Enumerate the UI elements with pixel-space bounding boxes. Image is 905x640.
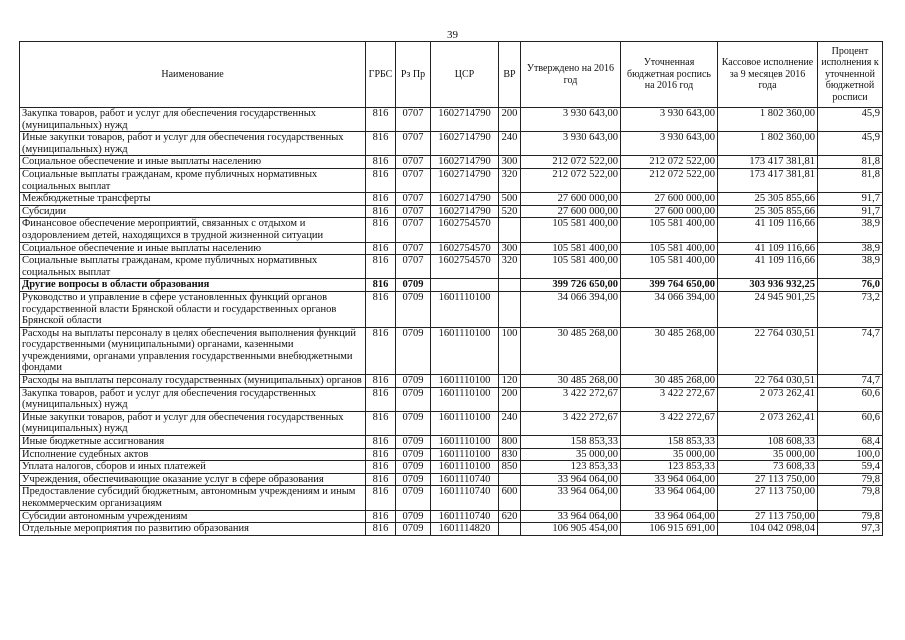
header-grbs: ГРБС [366,42,396,108]
cell-vr: 620 [499,510,521,523]
cell-rz: 0709 [396,461,431,474]
cell-cash: 2 073 262,41 [718,411,818,435]
cell-csr: 1601110100 [431,461,499,474]
cell-percent: 45,9 [818,108,883,132]
table-row [20,510,883,523]
cell-rz: 0709 [396,510,431,523]
cell-name: Уплата налогов, сборов и иных платежей [20,461,366,474]
cell-rz: 0709 [396,291,431,327]
cell-vr: 850 [499,461,521,474]
cell-csr: 1601110740 [431,473,499,486]
cell-name: Исполнение судебных актов [20,448,366,461]
page-number: 39 [447,29,458,41]
cell-vr: 500 [499,193,521,206]
cell-grbs: 816 [366,510,396,523]
table-row [20,448,883,461]
cell-grbs: 816 [366,327,396,374]
header-csr: ЦСР [431,42,499,108]
cell-vr: 520 [499,205,521,218]
cell-approved: 35 000,00 [521,448,621,461]
cell-vr [499,218,521,242]
cell-approved: 105 581 400,00 [521,255,621,279]
cell-csr: 1601110740 [431,486,499,510]
cell-name: Расходы на выплаты персоналу государственных (муниципальных) органов [20,375,366,388]
cell-name: Иные закупки товаров, работ и услуг для обеспечения государственных (муниципальных) нужд [20,411,366,435]
cell-percent: 76,0 [818,279,883,292]
cell-grbs: 816 [366,108,396,132]
cell-rz: 0709 [396,375,431,388]
cell-refined: 158 853,33 [621,436,718,449]
cell-percent: 91,7 [818,205,883,218]
cell-csr: 1602754570 [431,242,499,255]
cell-approved: 158 853,33 [521,436,621,449]
cell-percent: 79,8 [818,486,883,510]
cell-refined: 3 422 272,67 [621,387,718,411]
cell-percent: 68,4 [818,436,883,449]
cell-csr: 1602714790 [431,193,499,206]
cell-approved: 105 581 400,00 [521,218,621,242]
cell-name: Социальное обеспечение и иные выплаты населению [20,156,366,169]
cell-vr: 300 [499,156,521,169]
cell-percent: 91,7 [818,193,883,206]
cell-csr: 1602754570 [431,218,499,242]
cell-name: Межбюджетные трансферты [20,193,366,206]
cell-refined: 30 485 268,00 [621,327,718,374]
cell-csr: 1602714790 [431,108,499,132]
table-row [20,193,883,206]
cell-cash: 27 113 750,00 [718,486,818,510]
cell-approved: 27 600 000,00 [521,193,621,206]
cell-cash: 27 113 750,00 [718,473,818,486]
cell-rz: 0707 [396,193,431,206]
cell-name: Другие вопросы в области образования [20,279,366,292]
cell-approved: 30 485 268,00 [521,375,621,388]
cell-name: Отдельные мероприятия по развитию образования [20,523,366,536]
cell-refined: 30 485 268,00 [621,375,718,388]
cell-grbs: 816 [366,242,396,255]
cell-percent: 74,7 [818,327,883,374]
cell-name: Субсидии автономным учреждениям [20,510,366,523]
cell-approved: 30 485 268,00 [521,327,621,374]
table-row [20,168,883,192]
header-rzpr: Рз Пр [396,42,431,108]
cell-refined: 27 600 000,00 [621,193,718,206]
cell-cash: 1 802 360,00 [718,132,818,156]
cell-grbs: 816 [366,448,396,461]
cell-name: Социальные выплаты гражданам, кроме публичных нормативных социальных выплат [20,255,366,279]
cell-csr: 1601114820 [431,523,499,536]
cell-cash: 41 109 116,66 [718,218,818,242]
cell-cash: 173 417 381,81 [718,168,818,192]
cell-name: Иные бюджетные ассигнования [20,436,366,449]
cell-approved: 212 072 522,00 [521,156,621,169]
cell-vr: 600 [499,486,521,510]
cell-vr: 830 [499,448,521,461]
cell-rz: 0709 [396,448,431,461]
cell-grbs: 816 [366,387,396,411]
cell-refined: 35 000,00 [621,448,718,461]
cell-percent: 79,8 [818,473,883,486]
table-row [20,156,883,169]
header-vr: ВР [499,42,521,108]
cell-grbs: 816 [366,436,396,449]
table-row [20,375,883,388]
cell-percent: 73,2 [818,291,883,327]
cell-name: Учреждения, обеспечивающие оказание услуг в сфере образования [20,473,366,486]
table-row [20,411,883,435]
cell-vr: 240 [499,411,521,435]
cell-approved: 399 726 650,00 [521,279,621,292]
cell-rz: 0707 [396,218,431,242]
cell-name: Субсидии [20,205,366,218]
cell-csr: 1601110100 [431,387,499,411]
cell-approved: 105 581 400,00 [521,242,621,255]
cell-grbs: 816 [366,411,396,435]
cell-vr: 800 [499,436,521,449]
cell-approved: 123 853,33 [521,461,621,474]
cell-name: Социальные выплаты гражданам, кроме публичных нормативных социальных выплат [20,168,366,192]
cell-percent: 38,9 [818,218,883,242]
table-row [20,205,883,218]
cell-vr: 240 [499,132,521,156]
cell-refined: 106 915 691,00 [621,523,718,536]
header-cash: Кассовое исполнение за 9 месяцев 2016 года [718,42,818,108]
cell-csr: 1601110740 [431,510,499,523]
cell-refined: 3 422 272,67 [621,411,718,435]
cell-rz: 0709 [396,486,431,510]
table-row [20,473,883,486]
cell-refined: 105 581 400,00 [621,242,718,255]
table-row [20,461,883,474]
cell-percent: 45,9 [818,132,883,156]
cell-csr: 1602754570 [431,255,499,279]
table-row [20,387,883,411]
cell-refined: 27 600 000,00 [621,205,718,218]
cell-grbs: 816 [366,168,396,192]
cell-approved: 33 964 064,00 [521,510,621,523]
cell-refined: 123 853,33 [621,461,718,474]
cell-vr: 320 [499,255,521,279]
cell-grbs: 816 [366,523,396,536]
cell-grbs: 816 [366,205,396,218]
table-row [20,255,883,279]
cell-refined: 3 930 643,00 [621,108,718,132]
table-row [20,436,883,449]
cell-percent: 74,7 [818,375,883,388]
table-row [20,218,883,242]
cell-rz: 0707 [396,205,431,218]
cell-cash: 173 417 381,81 [718,156,818,169]
cell-approved: 3 422 272,67 [521,411,621,435]
cell-percent: 81,8 [818,156,883,169]
cell-rz: 0707 [396,255,431,279]
cell-name: Расходы на выплаты персоналу в целях обеспечения выполнения функций государственными (муниципальными) органами, казенными учреждениями, органами управления государственными внебюджетными фондами [20,327,366,374]
cell-name: Закупка товаров, работ и услуг для обеспечения государственных (муниципальных) нужд [20,108,366,132]
cell-cash: 27 113 750,00 [718,510,818,523]
cell-approved: 34 066 394,00 [521,291,621,327]
cell-grbs: 816 [366,156,396,169]
cell-rz: 0709 [396,523,431,536]
table-row [20,132,883,156]
cell-vr [499,473,521,486]
cell-rz: 0707 [396,108,431,132]
cell-rz: 0709 [396,411,431,435]
table-row [20,279,883,292]
cell-vr: 200 [499,387,521,411]
header-percent: Процент исполнения к уточненной бюджетной росписи [818,42,883,108]
cell-refined: 33 964 064,00 [621,486,718,510]
cell-grbs: 816 [366,255,396,279]
cell-vr: 120 [499,375,521,388]
table-row [20,523,883,536]
cell-approved: 3 930 643,00 [521,108,621,132]
cell-cash: 22 764 030,51 [718,327,818,374]
cell-refined: 212 072 522,00 [621,156,718,169]
cell-csr: 1602714790 [431,132,499,156]
cell-csr: 1601110100 [431,448,499,461]
budget-table [19,41,883,536]
table-row [20,242,883,255]
cell-csr: 1602714790 [431,156,499,169]
cell-cash: 41 109 116,66 [718,242,818,255]
cell-name: Финансовое обеспечение мероприятий, связанных с отдыхом и оздоровлением детей, находящихся в трудной жизненной ситуации [20,218,366,242]
cell-rz: 0707 [396,168,431,192]
cell-percent: 97,3 [818,523,883,536]
cell-rz: 0709 [396,327,431,374]
cell-vr [499,291,521,327]
cell-csr: 1601110100 [431,327,499,374]
cell-name: Социальное обеспечение и иные выплаты населению [20,242,366,255]
cell-refined: 105 581 400,00 [621,255,718,279]
cell-name: Руководство и управление в сфере установленных функций органов государственной власти Брянской области и государственных органов Брянской области [20,291,366,327]
cell-cash: 24 945 901,25 [718,291,818,327]
cell-refined: 33 964 064,00 [621,510,718,523]
cell-cash: 1 802 360,00 [718,108,818,132]
header-approved: Утверждено на 2016 год [521,42,621,108]
cell-cash: 73 608,33 [718,461,818,474]
cell-percent: 100,0 [818,448,883,461]
cell-approved: 33 964 064,00 [521,473,621,486]
cell-percent: 38,9 [818,255,883,279]
cell-refined: 105 581 400,00 [621,218,718,242]
cell-vr: 200 [499,108,521,132]
cell-approved: 27 600 000,00 [521,205,621,218]
table-row [20,486,883,510]
cell-refined: 3 930 643,00 [621,132,718,156]
header-refined: Уточненная бюджетная роспись на 2016 год [621,42,718,108]
cell-grbs: 816 [366,473,396,486]
cell-csr: 1601110100 [431,436,499,449]
cell-vr [499,279,521,292]
cell-approved: 106 905 454,00 [521,523,621,536]
cell-cash: 108 608,33 [718,436,818,449]
cell-cash: 104 042 098,04 [718,523,818,536]
cell-percent: 60,6 [818,387,883,411]
cell-name: Иные закупки товаров, работ и услуг для обеспечения государственных (муниципальных) нужд [20,132,366,156]
cell-csr [431,279,499,292]
cell-percent: 81,8 [818,168,883,192]
cell-approved: 3 422 272,67 [521,387,621,411]
cell-csr: 1601110100 [431,411,499,435]
cell-percent: 60,6 [818,411,883,435]
cell-rz: 0707 [396,132,431,156]
cell-grbs: 816 [366,218,396,242]
cell-cash: 22 764 030,51 [718,375,818,388]
cell-rz: 0709 [396,436,431,449]
cell-grbs: 816 [366,486,396,510]
cell-percent: 59,4 [818,461,883,474]
cell-vr: 100 [499,327,521,374]
header-row [20,42,883,108]
cell-approved: 3 930 643,00 [521,132,621,156]
header-name: Наименование [20,42,366,108]
cell-vr: 300 [499,242,521,255]
cell-refined: 399 764 650,00 [621,279,718,292]
cell-csr: 1601110100 [431,375,499,388]
table-row [20,291,883,327]
cell-percent: 79,8 [818,510,883,523]
cell-csr: 1601110100 [431,291,499,327]
cell-cash: 2 073 262,41 [718,387,818,411]
cell-approved: 212 072 522,00 [521,168,621,192]
cell-approved: 33 964 064,00 [521,486,621,510]
cell-name: Предоставление субсидий бюджетным, автономным учреждениям и иным некоммерческим организациям [20,486,366,510]
table-row [20,327,883,374]
cell-rz: 0709 [396,473,431,486]
cell-refined: 33 964 064,00 [621,473,718,486]
cell-grbs: 816 [366,291,396,327]
cell-cash: 35 000,00 [718,448,818,461]
cell-rz: 0709 [396,279,431,292]
table-body [20,108,883,536]
cell-grbs: 816 [366,375,396,388]
cell-refined: 212 072 522,00 [621,168,718,192]
cell-percent: 38,9 [818,242,883,255]
cell-grbs: 816 [366,193,396,206]
cell-rz: 0707 [396,156,431,169]
cell-rz: 0709 [396,387,431,411]
cell-grbs: 816 [366,279,396,292]
cell-vr [499,523,521,536]
cell-grbs: 816 [366,461,396,474]
cell-cash: 41 109 116,66 [718,255,818,279]
table-row [20,108,883,132]
cell-name: Закупка товаров, работ и услуг для обеспечения государственных (муниципальных) нужд [20,387,366,411]
cell-vr: 320 [499,168,521,192]
cell-cash: 25 305 855,66 [718,193,818,206]
cell-refined: 34 066 394,00 [621,291,718,327]
cell-cash: 25 305 855,66 [718,205,818,218]
cell-csr: 1602714790 [431,205,499,218]
cell-csr: 1602714790 [431,168,499,192]
cell-grbs: 816 [366,132,396,156]
cell-cash: 303 936 932,25 [718,279,818,292]
cell-rz: 0707 [396,242,431,255]
